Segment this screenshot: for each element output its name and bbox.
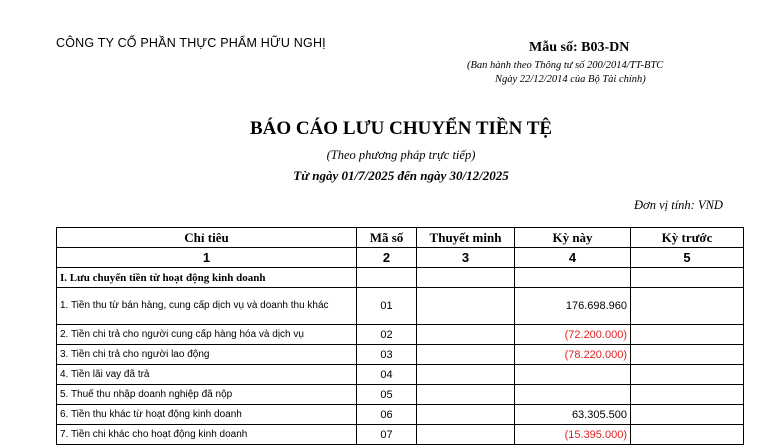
row-code: 06	[357, 405, 417, 425]
section-row	[57, 268, 744, 288]
column-number: 5	[631, 248, 744, 268]
header-previous-period: Kỳ trước	[631, 228, 744, 248]
row-current-amount: 63.305.500	[515, 405, 631, 425]
section-cell	[631, 268, 744, 288]
form-note-line2: Ngày 22/12/2014 của Bộ Tài chính)	[495, 74, 646, 85]
row-previous-amount	[631, 425, 744, 445]
table-row	[57, 288, 744, 325]
header-note: Thuyết minh	[417, 228, 515, 248]
row-note	[417, 345, 515, 365]
currency-unit: Đơn vị tính: VND	[634, 198, 723, 212]
report-title: BÁO CÁO LƯU CHUYỂN TIỀN TỆ	[249, 118, 553, 139]
row-label: 4. Tiền lãi vay đã trả	[57, 365, 357, 385]
header-code: Mã số	[357, 228, 417, 248]
row-previous-amount	[631, 405, 744, 425]
section-title: I. Lưu chuyển tiền từ hoạt động kinh doanh	[57, 268, 357, 288]
column-number-row	[57, 248, 744, 268]
header-current-period: Kỳ này	[515, 228, 631, 248]
section-cell	[357, 268, 417, 288]
row-previous-amount	[631, 345, 744, 365]
row-code: 01	[357, 288, 417, 325]
row-note	[417, 365, 515, 385]
row-note	[417, 405, 515, 425]
row-current-amount	[515, 385, 631, 405]
row-code: 07	[357, 425, 417, 445]
row-note	[417, 288, 515, 325]
table-row	[57, 405, 744, 425]
row-previous-amount	[631, 385, 744, 405]
header-indicator: Chỉ tiêu	[57, 228, 357, 248]
column-number: 1	[57, 248, 357, 268]
row-current-amount: 176.698.960	[515, 288, 631, 325]
row-code: 03	[357, 345, 417, 365]
section-cell	[417, 268, 515, 288]
row-note	[417, 425, 515, 445]
table-row	[57, 425, 744, 445]
row-previous-amount	[631, 325, 744, 345]
form-code: Mẫu số: B03-DN	[529, 40, 630, 55]
row-current-amount: (72.200.000)	[515, 325, 631, 345]
section-cell	[515, 268, 631, 288]
table-header-row	[57, 228, 744, 248]
row-label: 5. Thuế thu nhập doanh nghiệp đã nộp	[57, 385, 357, 405]
table-row	[57, 365, 744, 385]
table-row	[57, 345, 744, 365]
table-row	[57, 385, 744, 405]
row-label: 6. Tiền thu khác từ hoạt động kinh doanh	[57, 405, 357, 425]
row-current-amount: (15.395.000)	[515, 425, 631, 445]
company-name: CÔNG TY CỔ PHẦN THỰC PHẨM HỮU NGHỊ	[56, 36, 326, 50]
row-current-amount	[515, 365, 631, 385]
cash-flow-table	[56, 227, 744, 445]
row-label: 7. Tiền chi khác cho hoạt động kinh doanh	[57, 425, 357, 445]
row-label: 1. Tiền thu từ bán hàng, cung cấp dịch vụ và doanh thu khác	[57, 288, 357, 325]
column-number: 4	[515, 248, 631, 268]
report-subtitle: (Theo phương pháp trực tiếp)	[326, 148, 476, 162]
row-note	[417, 385, 515, 405]
row-previous-amount	[631, 288, 744, 325]
column-number: 3	[417, 248, 515, 268]
row-code: 02	[357, 325, 417, 345]
row-label: 3. Tiền chi trả cho người lao động	[57, 345, 357, 365]
report-period: Từ ngày 01/7/2025 đến ngày 30/12/2025	[293, 168, 509, 183]
form-note-line1: (Ban hành theo Thông tư số 200/2014/TT-BTC	[467, 60, 664, 71]
column-number: 2	[357, 248, 417, 268]
row-code: 05	[357, 385, 417, 405]
row-note	[417, 325, 515, 345]
row-current-amount: (78.220.000)	[515, 345, 631, 365]
row-previous-amount	[631, 365, 744, 385]
row-code: 04	[357, 365, 417, 385]
row-label: 2. Tiền chi trả cho người cung cấp hàng hóa và dịch vụ	[57, 325, 357, 345]
table-row	[57, 325, 744, 345]
